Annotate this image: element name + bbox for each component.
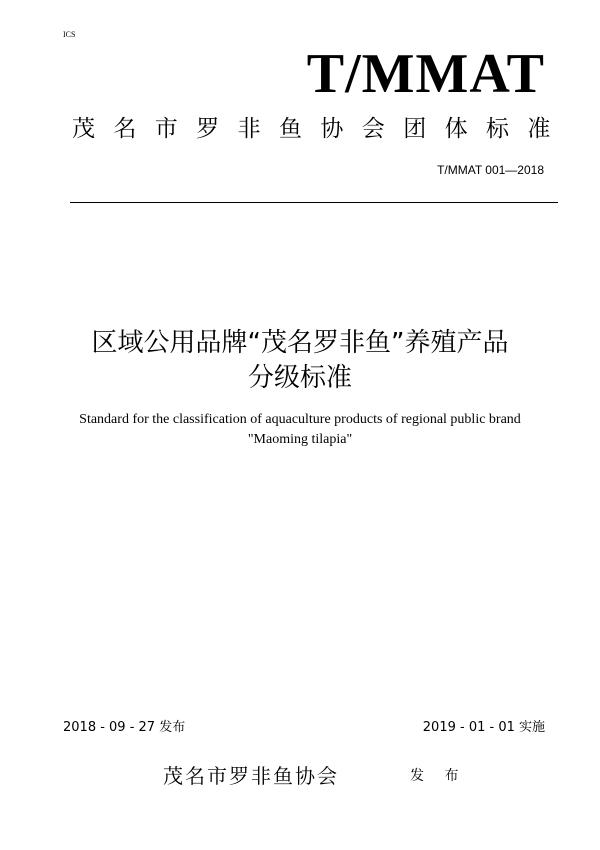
title-zh-line1: 区域公用品牌“茂名罗非鱼”养殖产品 xyxy=(91,328,509,358)
title-en-line2: "Maoming tilapia" xyxy=(247,432,353,447)
standard-type: 茂名市罗非鱼协会团体标准 xyxy=(72,116,569,142)
publisher: 茂名市罗非鱼协会 xyxy=(163,764,339,788)
brand-code: T/MMAT xyxy=(306,43,545,105)
standard-code: T/MMAT 001—2018 xyxy=(437,163,544,177)
title-zh-line2: 分级标准 xyxy=(247,363,352,393)
ics-label: ICS xyxy=(63,30,76,39)
header-divider xyxy=(70,202,558,203)
title-en-line1: Standard for the classification of aquaculture products of regional public brand xyxy=(79,412,521,427)
publish-date: 2018 - 09 - 27 发布 xyxy=(63,720,186,735)
implement-date: 2019 - 01 - 01 实施 xyxy=(422,720,545,735)
publish-label: 发 布 xyxy=(410,768,467,784)
